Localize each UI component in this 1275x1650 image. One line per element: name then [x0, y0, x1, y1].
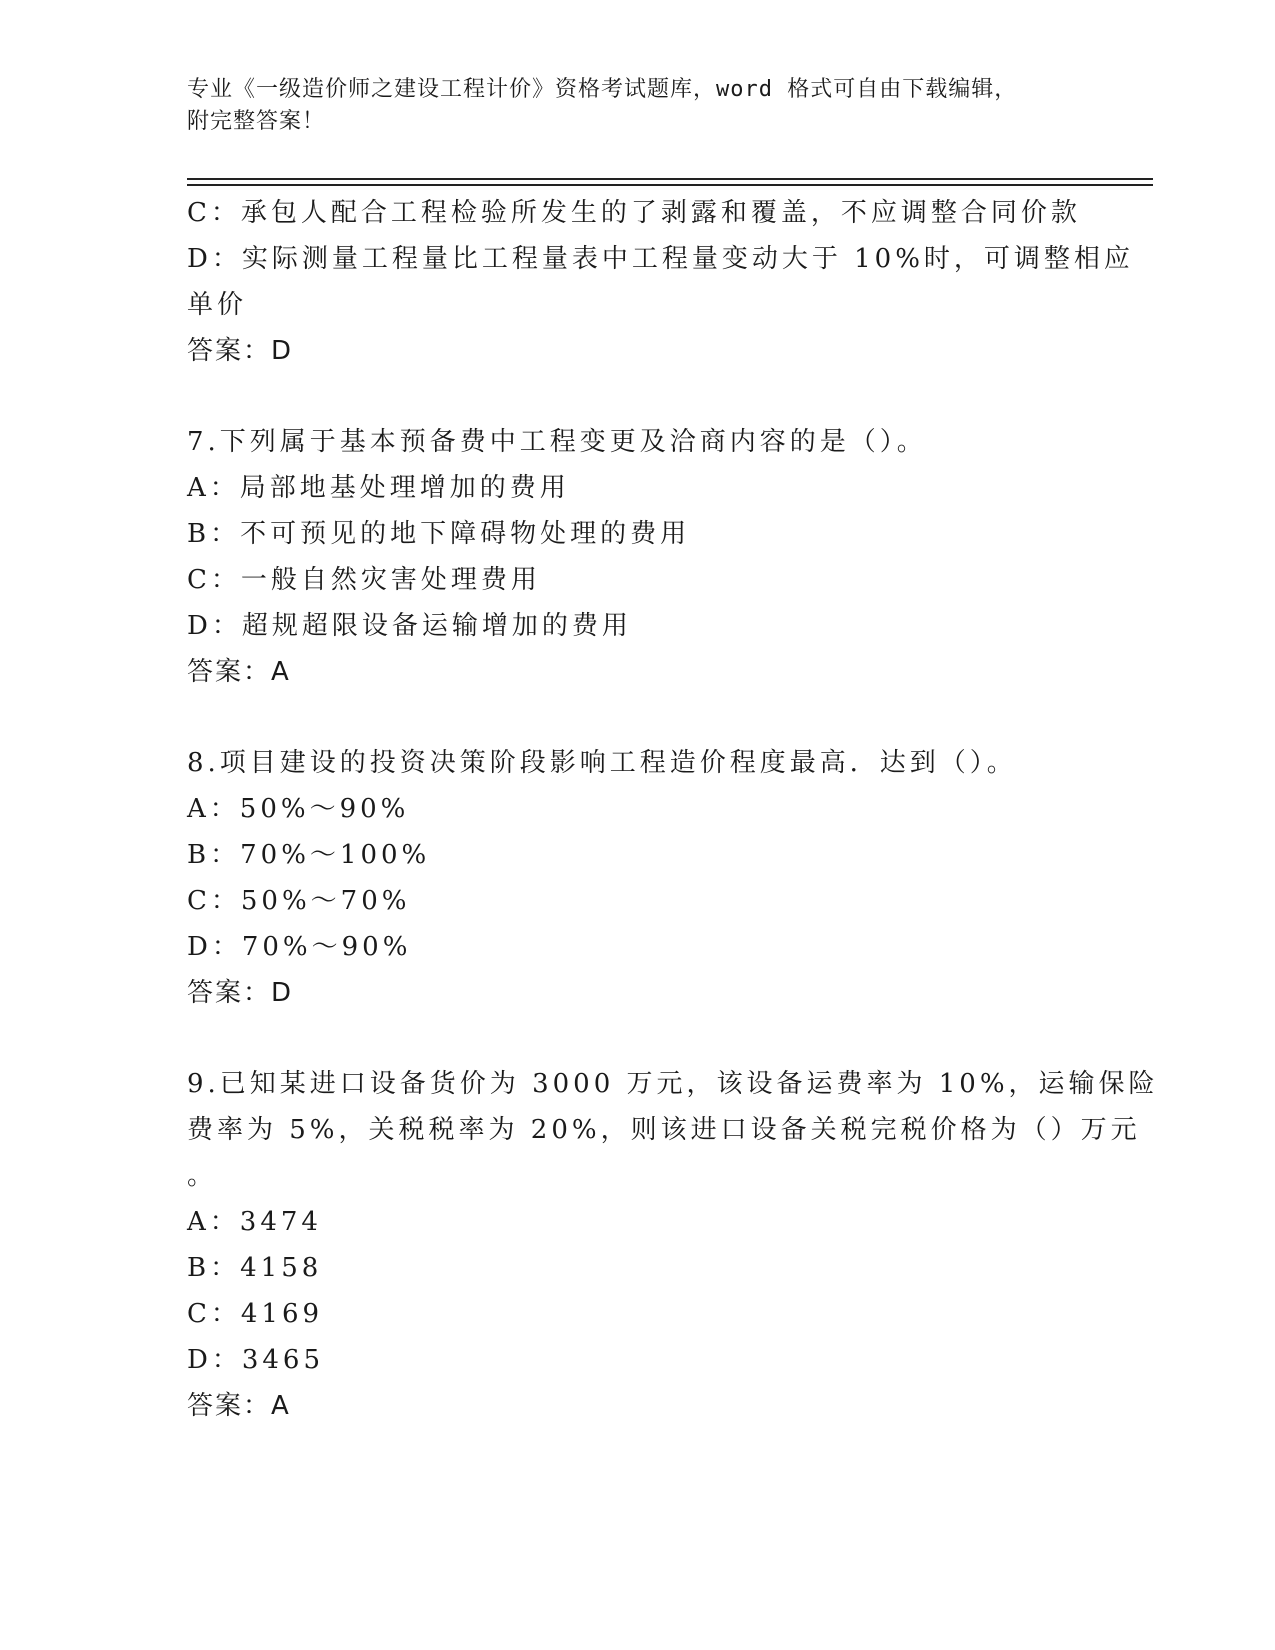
option-d-continued: 单价	[187, 290, 248, 320]
option-d: D：70%～90%	[187, 932, 412, 962]
answer-label: 答案：A	[187, 1391, 291, 1421]
document-header	[187, 74, 1087, 138]
option-d: D：3465	[187, 1345, 325, 1375]
question-stem: 9.已知某进口设备货价为 3000 万元，该设备运费率为 10%，运输保险	[187, 1069, 1159, 1099]
header-line-2: 附完整答案！	[187, 109, 326, 134]
option-c: C：承包人配合工程检验所发生的了剥露和覆盖，不应调整合同价款	[187, 198, 1081, 228]
question-stem: 8.项目建设的投资决策阶段影响工程造价程度最高．达到（）。	[187, 748, 1017, 778]
option-a: A：局部地基处理增加的费用	[187, 473, 570, 503]
option-b: B：70%～100%	[187, 840, 431, 870]
option-d: D：超规超限设备运输增加的费用	[187, 611, 632, 641]
option-c: C：4169	[187, 1299, 324, 1329]
option-c: C：一般自然灾害处理费用	[187, 565, 541, 595]
option-d: D：实际测量工程量比工程量表中工程量变动大于 10%时，可调整相应	[187, 244, 1134, 274]
question-6-tail	[187, 190, 1134, 374]
question-stem-end: 。	[187, 1161, 218, 1191]
question-stem-continued: 费率为 5%，关税税率为 20%，则该进口设备关税完税价格为（）万元	[187, 1115, 1141, 1145]
option-a: A：3474	[187, 1207, 322, 1237]
option-c: C：50%～70%	[187, 886, 411, 916]
question-9	[187, 1061, 1159, 1429]
option-b: B：不可预见的地下障碍物处理的费用	[187, 519, 691, 549]
option-b: B：4158	[187, 1253, 323, 1283]
spacer	[187, 1016, 1087, 1061]
question-8	[187, 740, 1087, 1016]
spacer	[187, 695, 1087, 740]
spacer	[187, 374, 1087, 419]
answer-label: 答案：D	[187, 336, 294, 366]
question-7	[187, 419, 1087, 695]
header-rule-bottom	[187, 184, 1153, 186]
header-rule-top	[187, 178, 1153, 180]
answer-label: 答案：A	[187, 657, 291, 687]
option-a: A：50%～90%	[187, 794, 410, 824]
question-content	[187, 190, 1159, 1429]
answer-label: 答案：D	[187, 978, 294, 1008]
question-stem: 7.下列属于基本预备费中工程变更及洽商内容的是（）。	[187, 427, 927, 457]
header-line-1: 专业《一级造价师之建设工程计价》资格考试题库，word 格式可自由下载编辑，	[187, 77, 1018, 102]
